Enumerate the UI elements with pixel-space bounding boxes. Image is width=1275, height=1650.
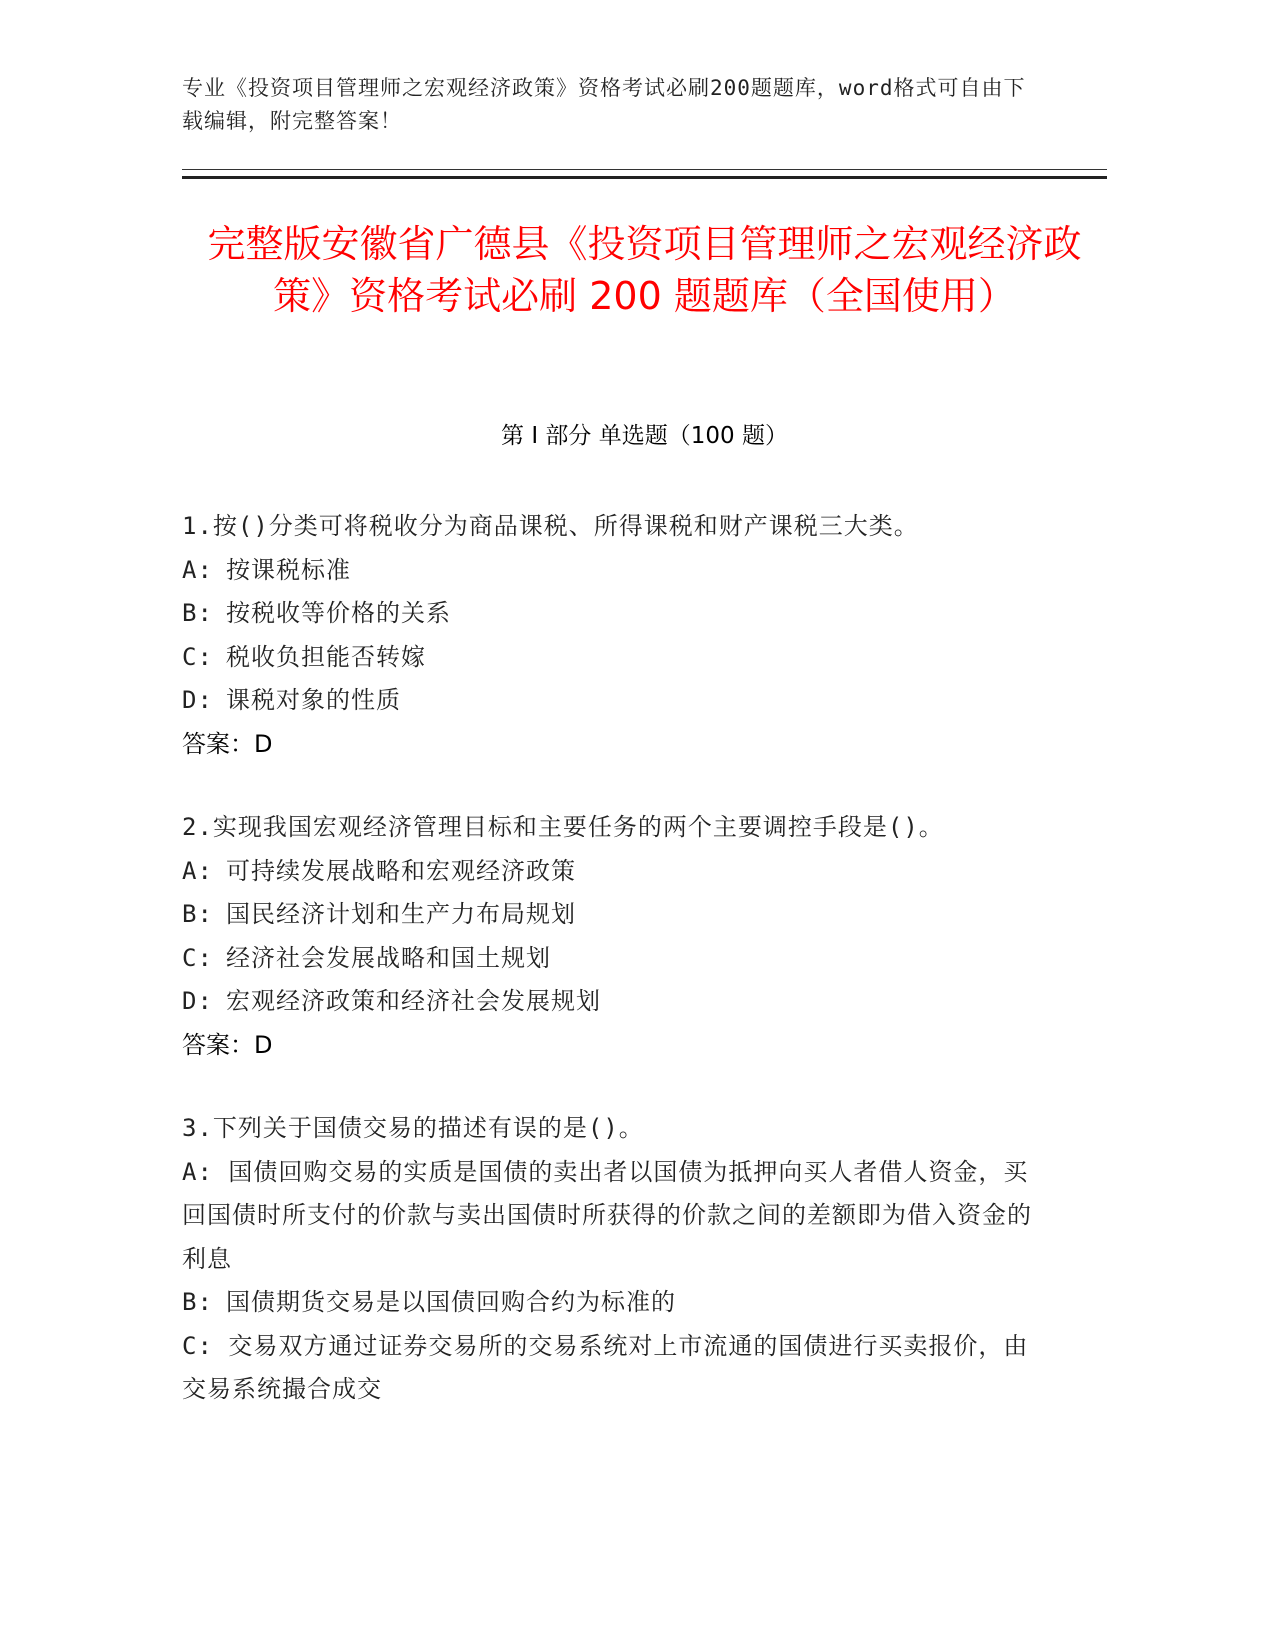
- header-divider-thin: [182, 169, 1107, 170]
- question-list: [182, 505, 1042, 1452]
- option-b: [182, 893, 1042, 937]
- option-label: A:: [182, 555, 213, 584]
- option-label: D:: [182, 987, 213, 1015]
- option-label: C:: [182, 642, 213, 671]
- option-a: [182, 850, 1042, 894]
- question-1: [182, 505, 1042, 766]
- answer-line: 答案：D: [182, 1030, 273, 1059]
- option-text: 可持续发展战略和宏观经济政策: [226, 856, 576, 885]
- header-divider-thick: [182, 176, 1107, 179]
- option-c: [182, 636, 1042, 680]
- question-3: [182, 1107, 1042, 1412]
- document-title: 完整版安徽省广德县《投资项目管理师之宏观经济政策》资格考试必刷 200 题题库（全国使用）: [207, 222, 1082, 318]
- question-stem: 1.按()分类可将税收分为商品课税、所得课税和财产课税三大类。: [182, 512, 919, 540]
- question-stem: 2.实现我国宏观经济管理目标和主要任务的两个主要调控手段是()。: [182, 813, 944, 841]
- option-label: A:: [182, 1157, 213, 1186]
- header-note: 专业《投资项目管理师之宏观经济政策》资格考试必刷200题题库，word格式可自由下载编辑，附完整答案！: [182, 76, 1026, 133]
- option-c: [182, 1325, 1042, 1412]
- option-d: [182, 679, 1042, 723]
- option-b: [182, 1281, 1042, 1325]
- option-text: 国债期货交易是以国债回购合约为标准的: [226, 1288, 676, 1316]
- option-text: 按课税标准: [226, 555, 351, 584]
- option-text: 税收负担能否转嫁: [226, 642, 426, 671]
- option-label: A:: [182, 856, 213, 885]
- option-label: D:: [182, 686, 213, 714]
- option-a: [182, 1151, 1042, 1282]
- option-text: 课税对象的性质: [226, 686, 401, 714]
- option-label: B:: [182, 1288, 213, 1316]
- option-c: [182, 937, 1042, 981]
- option-a: [182, 549, 1042, 593]
- option-label: C:: [182, 943, 213, 972]
- option-label: B:: [182, 900, 213, 928]
- option-text: 按税收等价格的关系: [226, 599, 451, 627]
- option-text: 经济社会发展战略和国土规划: [226, 943, 551, 972]
- option-text: 国债回购交易的实质是国债的卖出者以国债为抵押向买人者借人资金，买回国债时所支付的价款与卖出国债时所获得的价款之间的差额即为借入资金的利息: [182, 1157, 1032, 1273]
- section-heading: 第 I 部分 单选题（100 题）: [501, 423, 788, 449]
- option-text: 宏观经济政策和经济社会发展规划: [226, 987, 601, 1015]
- option-text: 交易双方通过证券交易所的交易系统对上市流通的国债进行买卖报价，由交易系统撮合成交: [182, 1331, 1029, 1403]
- question-2: [182, 806, 1042, 1067]
- option-label: C:: [182, 1331, 213, 1360]
- option-b: [182, 592, 1042, 636]
- option-label: B:: [182, 599, 213, 627]
- option-d: [182, 980, 1042, 1024]
- option-text: 国民经济计划和生产力布局规划: [226, 900, 576, 928]
- answer-line: 答案：D: [182, 729, 273, 758]
- question-stem: 3.下列关于国债交易的描述有误的是()。: [182, 1114, 644, 1142]
